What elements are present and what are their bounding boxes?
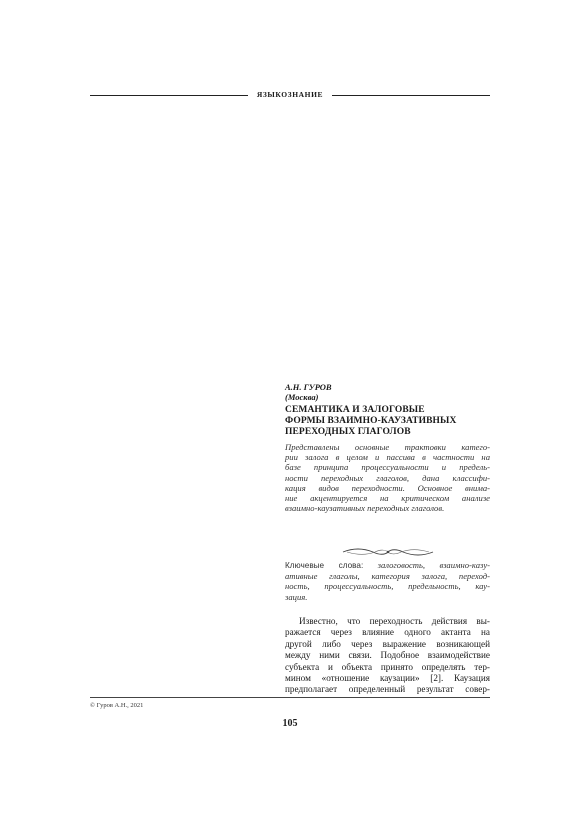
body-line: другой либо через выражение возникающей xyxy=(285,638,490,649)
body-line: ражается через влияние одного актанта на xyxy=(285,627,490,638)
ornament-flourish-icon xyxy=(285,547,490,557)
body-line: Известно, что переходность действия вы- xyxy=(299,616,490,626)
body-line: предполагает определенный результат совер- xyxy=(285,684,490,695)
ornament-divider xyxy=(285,544,490,554)
keywords-label: Ключевые слова: xyxy=(285,561,364,570)
abstract xyxy=(285,442,490,513)
abstract-line: взаимно-каузативных переходных глаголов. xyxy=(285,503,445,514)
abstract-line: Представлены основные трактовки катего- xyxy=(285,442,490,452)
title-line: ФОРМЫ ВЗАИМНО-КАУЗАТИВНЫХ xyxy=(285,416,457,426)
body-line: субъекта и объекта принято определять тер- xyxy=(285,661,490,672)
keywords-line: зация. xyxy=(285,591,308,602)
running-header xyxy=(90,89,490,101)
header-rule-left xyxy=(90,95,248,96)
abstract-line: рии залога в целом и пассива в частности на xyxy=(285,452,490,463)
body-line: мином «отношение каузации» [2]. Каузация xyxy=(285,673,490,684)
header-rule-right xyxy=(332,95,490,96)
keywords-text: залоговость, взаимно-казу- xyxy=(377,560,490,570)
abstract-line: ние акцентируется на критическом анализе xyxy=(285,493,490,504)
copyright-footnote: © Гуров А.Н., 2021 xyxy=(90,702,144,709)
body-line: между ними связи. Подобное взаимодействие xyxy=(285,650,490,661)
footnote-rule xyxy=(90,697,490,698)
author-name: А.Н. ГУРОВ xyxy=(285,382,332,392)
keywords xyxy=(285,560,490,602)
title-line: ПЕРЕХОДНЫХ ГЛАГОЛОВ xyxy=(285,427,411,437)
abstract-line: кация видов переходности. Основное внима- xyxy=(285,482,490,493)
abstract-line: базе принципа процессуальности и предель- xyxy=(285,462,490,473)
page-number: 105 xyxy=(282,718,298,729)
article-title xyxy=(285,405,490,438)
keywords-line: ативные глаголы, категория залога, переход- xyxy=(285,571,490,582)
author-block xyxy=(285,382,490,402)
running-title: ЯЗЫКОЗНАНИЕ xyxy=(256,90,324,99)
abstract-line: ности переходных глаголов, дана классифи- xyxy=(285,472,490,483)
keywords-line xyxy=(285,560,490,571)
body-paragraph xyxy=(285,616,490,696)
keywords-line: ность, процессуальность, предельность, кау- xyxy=(285,581,490,592)
title-line: СЕМАНТИКА И ЗАЛОГОВЫЕ xyxy=(285,405,425,415)
author-city: (Москва) xyxy=(285,392,319,402)
